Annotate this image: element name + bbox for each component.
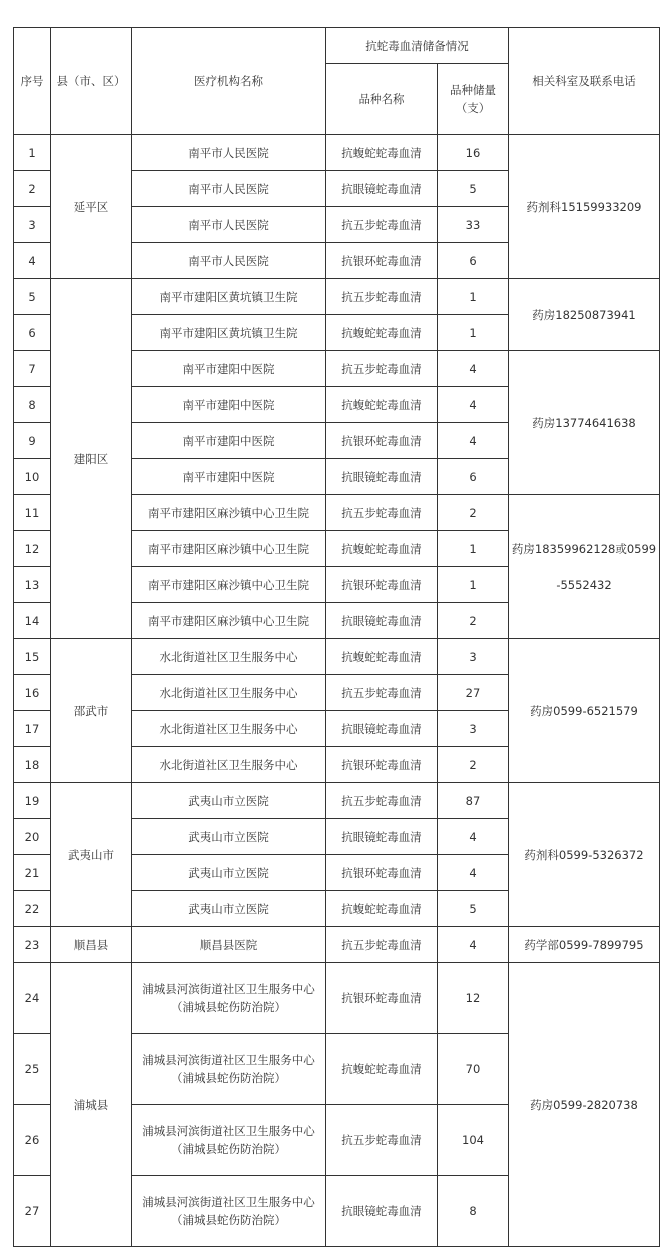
cell-quantity: 33	[438, 207, 509, 243]
cell-variety: 抗银环蛇毒血清	[326, 963, 438, 1034]
cell-seq: 8	[14, 387, 51, 423]
cell-quantity: 16	[438, 135, 509, 171]
cell-institution: 水北街道社区卫生服务中心	[132, 639, 326, 675]
cell-quantity: 1	[438, 531, 509, 567]
cell-quantity: 12	[438, 963, 509, 1034]
cell-quantity: 4	[438, 351, 509, 387]
cell-institution: 南平市建阳区麻沙镇中心卫生院	[132, 531, 326, 567]
cell-institution: 南平市建阳区黄坑镇卫生院	[132, 279, 326, 315]
cell-institution	[132, 963, 326, 1034]
header-seq: 序号	[14, 28, 51, 135]
cell-variety: 抗眼镜蛇毒血清	[326, 603, 438, 639]
institution-line1: 浦城县河滨街道社区卫生服务中心	[142, 1053, 315, 1067]
cell-seq: 14	[14, 603, 51, 639]
cell-variety: 抗银环蛇毒血清	[326, 243, 438, 279]
header-institution: 医疗机构名称	[132, 28, 326, 135]
table-row	[14, 279, 660, 315]
cell-seq: 17	[14, 711, 51, 747]
cell-seq: 12	[14, 531, 51, 567]
cell-institution: 武夷山市立医院	[132, 783, 326, 819]
cell-institution	[132, 1176, 326, 1247]
cell-quantity: 27	[438, 675, 509, 711]
cell-quantity: 5	[438, 891, 509, 927]
cell-quantity: 5	[438, 171, 509, 207]
cell-variety: 抗五步蛇毒血清	[326, 279, 438, 315]
cell-variety: 抗五步蛇毒血清	[326, 927, 438, 963]
cell-seq: 10	[14, 459, 51, 495]
cell-quantity: 4	[438, 819, 509, 855]
cell-variety: 抗五步蛇毒血清	[326, 1105, 438, 1176]
cell-contact: 药房18359962128或0599-5552432	[509, 495, 660, 639]
cell-variety: 抗眼镜蛇毒血清	[326, 819, 438, 855]
cell-seq: 15	[14, 639, 51, 675]
cell-institution: 水北街道社区卫生服务中心	[132, 675, 326, 711]
cell-seq: 24	[14, 963, 51, 1034]
cell-seq: 13	[14, 567, 51, 603]
institution-line1: 浦城县河滨街道社区卫生服务中心	[142, 1124, 315, 1138]
cell-variety: 抗五步蛇毒血清	[326, 783, 438, 819]
cell-quantity: 4	[438, 423, 509, 459]
cell-seq: 5	[14, 279, 51, 315]
cell-quantity: 4	[438, 387, 509, 423]
cell-contact: 药房0599-2820738	[509, 963, 660, 1247]
cell-quantity: 1	[438, 315, 509, 351]
cell-seq: 21	[14, 855, 51, 891]
cell-county: 顺昌县	[51, 927, 132, 963]
cell-quantity: 87	[438, 783, 509, 819]
cell-institution: 南平市建阳区黄坑镇卫生院	[132, 315, 326, 351]
cell-variety: 抗蝮蛇蛇毒血清	[326, 1034, 438, 1105]
cell-variety: 抗银环蛇毒血清	[326, 423, 438, 459]
institution-line1: 浦城县河滨街道社区卫生服务中心	[142, 982, 315, 996]
cell-seq: 3	[14, 207, 51, 243]
cell-quantity: 3	[438, 639, 509, 675]
cell-institution	[132, 1034, 326, 1105]
header-reserve: 抗蛇毒血清储备情况	[326, 28, 509, 64]
cell-variety: 抗五步蛇毒血清	[326, 351, 438, 387]
cell-contact: 药剂科0599-5326372	[509, 783, 660, 927]
header-variety: 品种名称	[326, 64, 438, 135]
cell-institution: 南平市人民医院	[132, 171, 326, 207]
cell-institution	[132, 1105, 326, 1176]
cell-seq: 26	[14, 1105, 51, 1176]
cell-quantity: 2	[438, 747, 509, 783]
cell-quantity: 3	[438, 711, 509, 747]
cell-quantity: 70	[438, 1034, 509, 1105]
cell-variety: 抗蝮蛇蛇毒血清	[326, 531, 438, 567]
cell-seq: 9	[14, 423, 51, 459]
cell-seq: 20	[14, 819, 51, 855]
institution-line2: （浦城县蛇伤防治院）	[171, 1071, 286, 1085]
cell-seq: 27	[14, 1176, 51, 1247]
cell-quantity: 8	[438, 1176, 509, 1247]
cell-institution: 顺昌县医院	[132, 927, 326, 963]
cell-contact: 药房0599-6521579	[509, 639, 660, 783]
cell-institution: 武夷山市立医院	[132, 855, 326, 891]
antivenom-reserve-table	[13, 27, 660, 1247]
cell-institution: 武夷山市立医院	[132, 819, 326, 855]
cell-seq: 7	[14, 351, 51, 387]
cell-variety: 抗眼镜蛇毒血清	[326, 1176, 438, 1247]
cell-quantity: 1	[438, 567, 509, 603]
cell-county: 武夷山市	[51, 783, 132, 927]
cell-contact: 药剂科15159933209	[509, 135, 660, 279]
header-contact: 相关科室及联系电话	[509, 28, 660, 135]
cell-variety: 抗银环蛇毒血清	[326, 747, 438, 783]
cell-variety: 抗蝮蛇蛇毒血清	[326, 135, 438, 171]
cell-institution: 南平市人民医院	[132, 207, 326, 243]
cell-quantity: 4	[438, 927, 509, 963]
cell-institution: 南平市建阳区麻沙镇中心卫生院	[132, 567, 326, 603]
cell-institution: 南平市建阳中医院	[132, 423, 326, 459]
cell-seq: 2	[14, 171, 51, 207]
cell-institution: 水北街道社区卫生服务中心	[132, 711, 326, 747]
cell-contact: 药房13774641638	[509, 351, 660, 495]
cell-seq: 11	[14, 495, 51, 531]
cell-variety: 抗蝮蛇蛇毒血清	[326, 387, 438, 423]
cell-seq: 16	[14, 675, 51, 711]
cell-institution: 南平市建阳中医院	[132, 351, 326, 387]
table-row	[14, 135, 660, 171]
cell-institution: 南平市建阳区麻沙镇中心卫生院	[132, 603, 326, 639]
cell-county: 邵武市	[51, 639, 132, 783]
table-body	[14, 135, 660, 1247]
institution-line2: （浦城县蛇伤防治院）	[171, 1142, 286, 1156]
cell-quantity: 1	[438, 279, 509, 315]
institution-line2: （浦城县蛇伤防治院）	[171, 1000, 286, 1014]
cell-county: 建阳区	[51, 279, 132, 639]
cell-institution: 南平市建阳中医院	[132, 387, 326, 423]
cell-variety: 抗蝮蛇蛇毒血清	[326, 315, 438, 351]
cell-county: 延平区	[51, 135, 132, 279]
cell-county: 浦城县	[51, 963, 132, 1247]
cell-seq: 23	[14, 927, 51, 963]
cell-variety: 抗五步蛇毒血清	[326, 495, 438, 531]
cell-seq: 22	[14, 891, 51, 927]
cell-quantity: 4	[438, 855, 509, 891]
cell-variety: 抗眼镜蛇毒血清	[326, 711, 438, 747]
cell-contact: 药学部0599-7899795	[509, 927, 660, 963]
cell-contact: 药房18250873941	[509, 279, 660, 351]
header-quantity-line1: 品种储量	[450, 83, 496, 97]
header-quantity-line2: （支）	[455, 101, 491, 115]
cell-institution: 南平市建阳区麻沙镇中心卫生院	[132, 495, 326, 531]
cell-quantity: 6	[438, 243, 509, 279]
table-row	[14, 783, 660, 819]
cell-quantity: 2	[438, 603, 509, 639]
cell-variety: 抗五步蛇毒血清	[326, 207, 438, 243]
cell-variety: 抗银环蛇毒血清	[326, 855, 438, 891]
cell-variety: 抗蝮蛇蛇毒血清	[326, 891, 438, 927]
cell-seq: 1	[14, 135, 51, 171]
cell-variety: 抗眼镜蛇毒血清	[326, 459, 438, 495]
institution-line1: 浦城县河滨街道社区卫生服务中心	[142, 1195, 315, 1209]
cell-quantity: 6	[438, 459, 509, 495]
cell-institution: 南平市建阳中医院	[132, 459, 326, 495]
cell-institution: 南平市人民医院	[132, 243, 326, 279]
institution-line2: （浦城县蛇伤防治院）	[171, 1213, 286, 1227]
cell-seq: 18	[14, 747, 51, 783]
cell-quantity: 2	[438, 495, 509, 531]
cell-institution: 武夷山市立医院	[132, 891, 326, 927]
cell-variety: 抗蝮蛇蛇毒血清	[326, 639, 438, 675]
cell-seq: 19	[14, 783, 51, 819]
cell-variety: 抗眼镜蛇毒血清	[326, 171, 438, 207]
cell-variety: 抗银环蛇毒血清	[326, 567, 438, 603]
cell-seq: 6	[14, 315, 51, 351]
table-row	[14, 927, 660, 963]
cell-institution: 水北街道社区卫生服务中心	[132, 747, 326, 783]
cell-institution: 南平市人民医院	[132, 135, 326, 171]
table-row	[14, 639, 660, 675]
cell-variety: 抗五步蛇毒血清	[326, 675, 438, 711]
table-row	[14, 963, 660, 1034]
cell-quantity: 104	[438, 1105, 509, 1176]
header-county: 县（市、区）	[51, 28, 132, 135]
cell-seq: 4	[14, 243, 51, 279]
header-quantity	[438, 64, 509, 135]
cell-seq: 25	[14, 1034, 51, 1105]
